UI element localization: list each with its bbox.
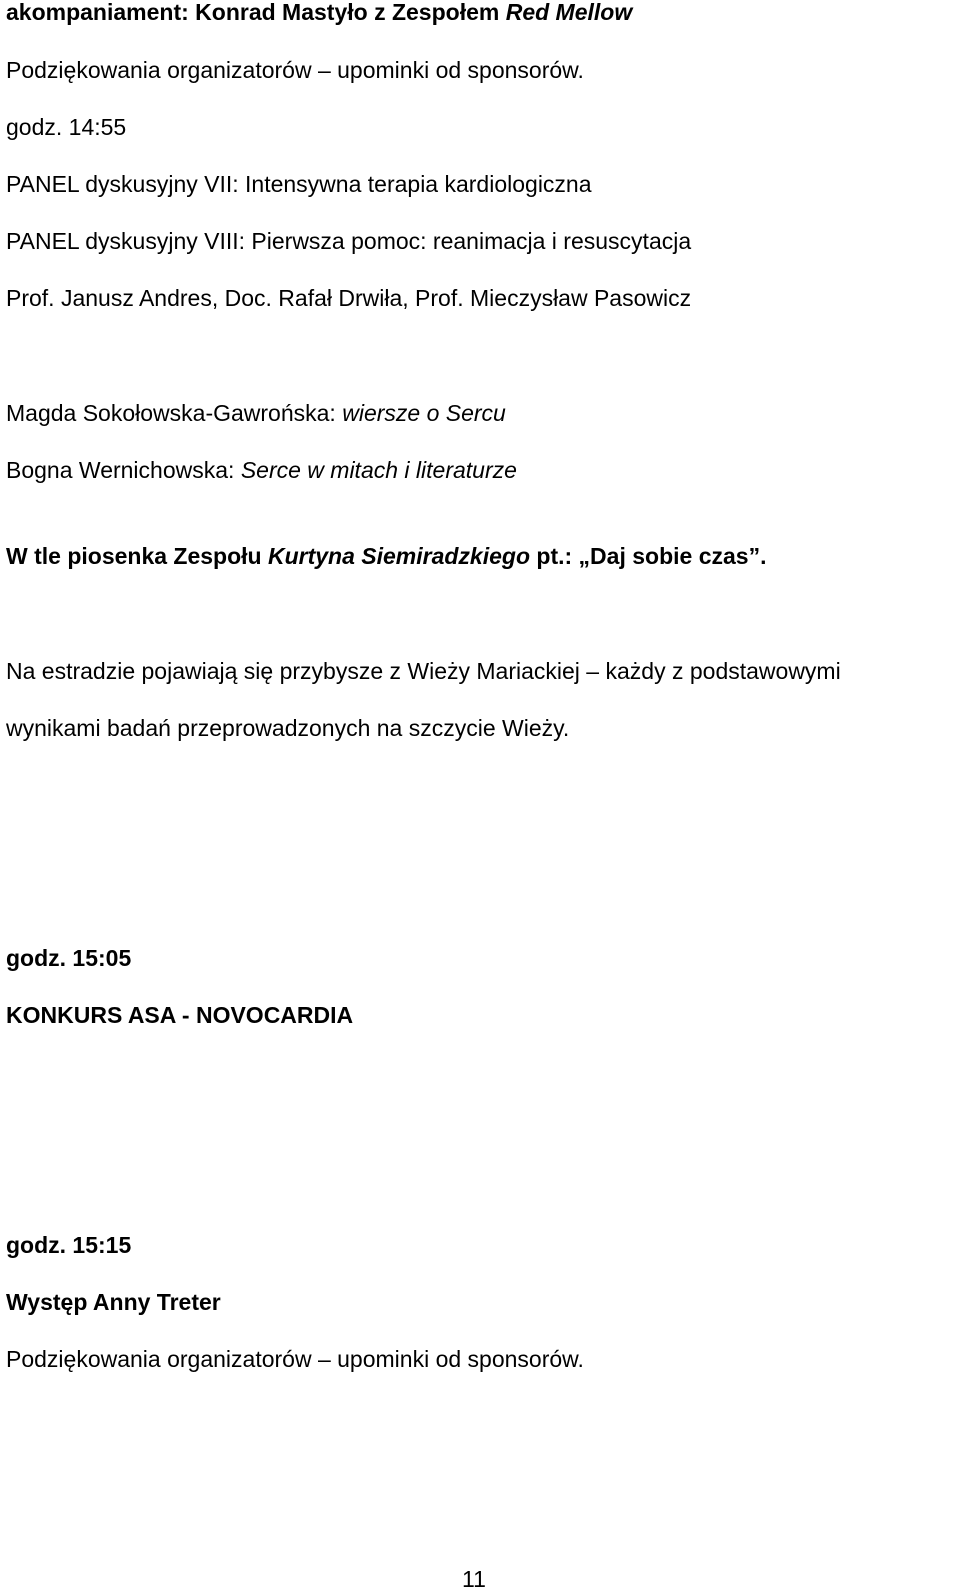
poet-name: Magda Sokołowska-Gawrońska: — [6, 400, 343, 426]
contest-title: KONKURS ASA - NOVOCARDIA — [6, 1002, 354, 1028]
performance-title: Występ Anny Treter — [6, 1289, 221, 1315]
poetry-title: wiersze o Sercu — [342, 400, 506, 426]
tower-line-1: Na estradzie pojawiają się przybysze z Wieży Mariackiej – każdy z podstawowymi — [6, 658, 841, 684]
tower-line-2: wynikami badań przeprowadzonych na szczycie Wieży. — [6, 715, 570, 741]
song-band: Kurtyna Siemiradzkiego — [267, 543, 531, 569]
song-line — [6, 541, 766, 571]
band-name: Red Mellow — [505, 0, 633, 25]
song-intro: W tle piosenka Zespołu — [6, 543, 268, 569]
panel-vii: PANEL dyskusyjny VII: Intensywna terapia kardiologiczna — [6, 171, 592, 197]
thanks-line-1: Podziękowania organizatorów – upominki od sponsorów. — [6, 57, 584, 83]
panel-viii: PANEL dyskusyjny VIII: Pierwsza pomoc: reanimacja i resuscytacja — [6, 228, 692, 254]
literature-line — [6, 455, 517, 485]
time-1455: godz. 14:55 — [6, 114, 127, 140]
accompaniment-text: akompaniament: Konrad Mastyło z Zespołem — [6, 0, 506, 25]
poetry-line — [6, 398, 506, 428]
panel-speakers: Prof. Janusz Andres, Doc. Rafał Drwiła, Prof. Mieczysław Pasowicz — [6, 285, 692, 311]
accompaniment-line — [6, 0, 632, 27]
page-number: 11 — [462, 1566, 486, 1592]
time-1505: godz. 15:05 — [6, 945, 132, 971]
time-1515: godz. 15:15 — [6, 1232, 132, 1258]
song-title: pt.: „Daj sobie czas”. — [530, 543, 767, 569]
literature-title: Serce w mitach i literaturze — [240, 457, 517, 483]
speaker-name: Bogna Wernichowska: — [6, 457, 241, 483]
thanks-line-2: Podziękowania organizatorów – upominki od sponsorów. — [6, 1346, 584, 1372]
